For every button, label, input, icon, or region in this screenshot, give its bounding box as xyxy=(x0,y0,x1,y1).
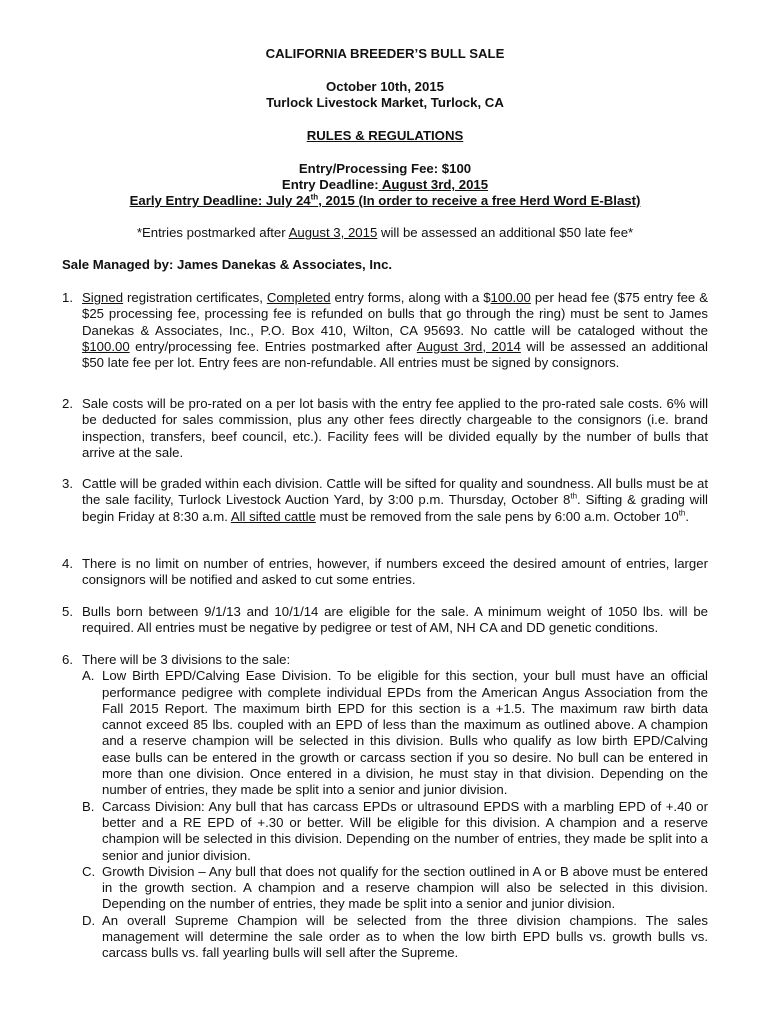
rule-1-number: 1. xyxy=(62,290,73,305)
rule-1-text xyxy=(82,290,708,371)
late-fee-note xyxy=(62,225,708,241)
rule-3-t4: . xyxy=(685,508,690,524)
division-d-text: An overall Supreme Champion will be selected from the three division champions. The sales management will determine the sale order as to when the low birth EPD bulls vs. growth bulls vs. carcass bulls vs. fall yearling bulls will sell after the Supreme. xyxy=(102,912,708,961)
sale-manager: Sale Managed by: James Danekas & Associates, Inc. xyxy=(62,257,393,272)
rule-1-t5: will be assessed an additional $50 late fee per lot. Entry fees are non-refundable. All entries must be signed by consignors. xyxy=(82,338,708,371)
rule-1-t3: per head fee ($75 entry fee & $25 processing fee, processing fee is refunded on bulls that go through the ring) must be sent to James Danekas & Associates, Inc., P.O. Box 410, Wilton, CA 95693. No cattle will be cataloged without the xyxy=(82,290,709,338)
entry-deadline-label: Entry Deadline: xyxy=(281,177,379,192)
division-a-letter: A. xyxy=(82,668,95,684)
entry-fee: Entry/Processing Fee: $100 xyxy=(298,161,472,176)
rule-1-t2: entry forms, along with a $ xyxy=(330,290,491,305)
division-d xyxy=(82,913,708,962)
rule-5-number: 5. xyxy=(62,604,73,619)
early-entry-deadline xyxy=(62,193,708,209)
sale-date: October 10th, 2015 xyxy=(325,79,444,94)
rule-3-number: 3. xyxy=(62,476,73,491)
rule-2-text: Sale costs will be pro-rated on a per lot basis with the entry fee applied to the pro-rated sale costs. 6% will be deducted for sales commission, plus any other fees directly chargeable to the consignors (i.e. brand inspection, transfers, beef council, etc.). Facility fees will be divided equally by the number of bulls that arrive at the sale. xyxy=(82,396,708,460)
rule-1-t4: entry/processing fee. Entries postmarked after xyxy=(129,338,417,354)
rule-3-sup2: th xyxy=(678,508,686,518)
rule-3-sifted: All sifted cattle xyxy=(230,508,316,524)
rule-1-late-date: August 3rd, 2014 xyxy=(416,338,521,354)
rule-4 xyxy=(62,556,708,589)
early-entry-text-b: , 2015 (In order to receive a free Herd Word E-Blast) xyxy=(318,193,641,208)
rule-3-t3: must be removed from the sale pens by 6:00 a.m. October 10 xyxy=(315,508,679,524)
rule-6-intro: There will be 3 divisions to the sale: xyxy=(82,652,291,667)
rule-4-number: 4. xyxy=(62,556,73,571)
division-b xyxy=(82,799,708,864)
division-c-letter: C. xyxy=(82,863,96,879)
rule-3-text xyxy=(82,476,708,525)
early-entry-sup: th xyxy=(310,192,319,202)
division-c-text: Growth Division – Any bull that does not qualify for the section outlined in A or B above must be entered in the growth section. A champion and a reserve champion will also be selected in this division. Depending on the number of entries, they made be split into a senior and junior division. xyxy=(102,863,708,912)
rule-1-completed: Completed xyxy=(266,290,331,305)
division-a xyxy=(82,668,708,798)
rule-2-number: 2. xyxy=(62,396,73,411)
late-note-a: *Entries postmarked after xyxy=(136,225,289,240)
division-c xyxy=(82,864,708,913)
rule-5 xyxy=(62,604,708,637)
entry-deadline xyxy=(62,177,708,193)
rule-3 xyxy=(62,476,708,525)
rules-heading: RULES & REGULATIONS xyxy=(306,128,464,143)
rule-6 xyxy=(62,652,708,962)
rule-4-text: There is no limit on number of entries, however, if numbers exceed the desired amount of entries, larger consignors will be notified and asked to cut some entries. xyxy=(82,556,708,588)
rule-1-t1: registration certificates, xyxy=(123,290,267,305)
rule-3-sup1: th xyxy=(570,491,578,501)
rule-1-amount1: 100.00 xyxy=(490,290,531,305)
sale-location: Turlock Livestock Market, Turlock, CA xyxy=(266,95,504,110)
rule-5-text: Bulls born between 9/1/13 and 10/1/14 are eligible for the sale. A minimum weight of 1050 lbs. will be required. All entries must be negative by pedigree or test of AM, NH CA and DD genetic conditions. xyxy=(82,604,708,636)
rule-6-number: 6. xyxy=(62,652,73,667)
late-note-b: will be assessed an additional $50 late fee* xyxy=(377,225,634,240)
division-a-text: Low Birth EPD/Calving Ease Division. To be eligible for this section, your bull must have an official performance pedigree with complete individual EPDs from the American Angus Association from the Fall 2015 Report. The maximum birth EPD for this section is a +1.5. The maximum raw birth data cannot exceed 85 lbs. coupled with an EPD of less than the maximum as outlined above. A champion and a reserve champion will be selected in this division. Bulls who qualify as low birth EPD/Calving ease bulls can be entered in the growth or carcass section if you so desire. No bull can be entered in more than one division. Once entered in a division, he must stay in that division. Depending on the number of entries, they made be split into a senior and junior division. xyxy=(102,668,708,798)
rule-1 xyxy=(62,290,708,371)
rule-1-signed: Signed xyxy=(82,290,124,305)
division-b-text: Carcass Division: Any bull that has carcass EPDs or ultrasound EPDS with a marbling EPD of +.40 or better and a RE EPD of +.30 or better. Will be eligible for this division. A champion and a reserve champion will be selected in this division. Depending on the number of entries, they made be split into a senior and junior division. xyxy=(102,798,708,863)
rule-3-t1: Cattle will be graded within each division. Cattle will be sifted for quality and soundness. All bulls must be at the sale facility, Turlock Livestock Auction Yard, by 3:00 p.m. Thursday, October 8 xyxy=(82,476,708,508)
rule-3-t2: . Sifting & grading will begin Friday at 8:30 a.m. xyxy=(82,492,708,524)
late-note-date: August 3, 2015 xyxy=(288,225,378,240)
division-d-letter: D. xyxy=(82,912,96,928)
early-entry-text-a: Early Entry Deadline: July 24 xyxy=(129,193,311,208)
rule-2 xyxy=(62,396,708,461)
entry-deadline-date: August 3rd, 2015 xyxy=(378,177,489,192)
sale-title: CALIFORNIA BREEDER’S BULL SALE xyxy=(265,46,505,61)
rule-1-amount2: $100.00 xyxy=(82,338,130,354)
division-b-letter: B. xyxy=(82,798,95,814)
